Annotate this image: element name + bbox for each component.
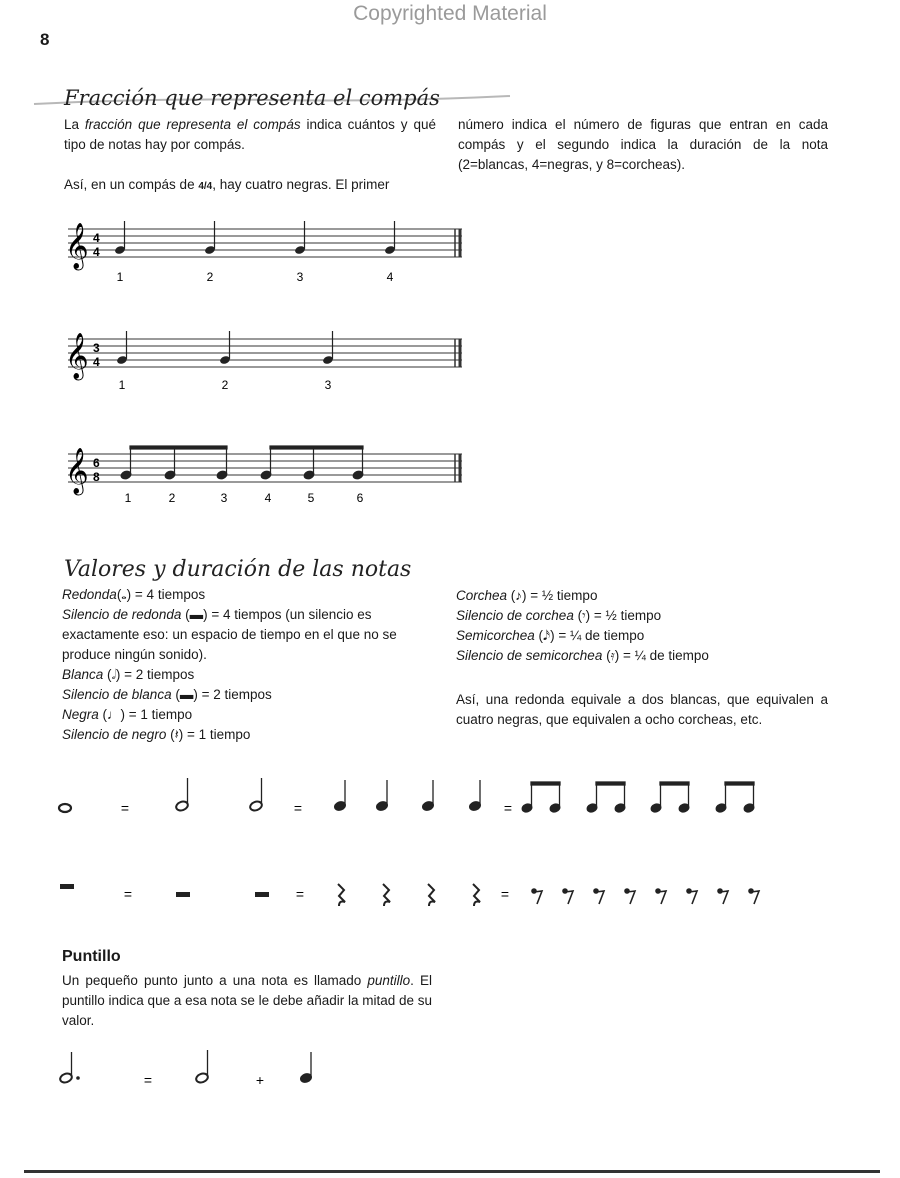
quarter-note [294, 221, 306, 255]
valor-line: Silencio de redonda (▬) = 4 tiempos (un silencio es [62, 607, 372, 622]
equivalence-paragraph: Así, una redonda equivale a dos blancas, que equivalen a cuatro negras, que equivalen a ocho corcheas, etc. [456, 692, 828, 727]
valores-left-list [62, 585, 442, 745]
eighth-rest-icon [749, 889, 759, 904]
plus-sign: + [255, 1072, 265, 1088]
valor-line: Blanca (𝅗𝅥) = 2 tiempos [62, 667, 195, 682]
quarter-note [219, 331, 231, 365]
equals-sign: = [143, 1072, 153, 1088]
beat-count: 2 [221, 378, 229, 392]
quarter-rest-icon [383, 884, 390, 906]
valor-line: exactamente eso: un espacio de tiempo en el que no se [62, 627, 397, 642]
bottom-rule [24, 1170, 880, 1173]
valor-line: Semicorchea (𝅘𝅥𝅯) = ¼ de tiempo [456, 628, 645, 643]
eighth-rest-icon [563, 889, 573, 904]
quarter-note [204, 221, 216, 255]
eighth-rest-icon [594, 889, 604, 904]
staff-6-8 [60, 440, 470, 515]
dotted-half-note-icon [59, 1052, 80, 1084]
quarter-note [384, 221, 396, 255]
quarter-note-icon [375, 780, 388, 812]
eighth-pair-icon [650, 782, 690, 813]
treble-clef-icon: 𝄞 [65, 334, 89, 378]
beat-count: 3 [324, 378, 332, 392]
equals-sign: = [120, 800, 130, 816]
valor-line: Negra (♩) = 1 tiempo [62, 707, 193, 722]
quarter-note-icon [421, 780, 434, 812]
dotted-note-equation [50, 1040, 350, 1095]
beat-count: 2 [168, 491, 176, 505]
beat-count: 4 [386, 270, 394, 284]
half-rest-icon [255, 892, 269, 897]
beat-count: 4 [264, 491, 272, 505]
beat-count: 2 [206, 270, 214, 284]
puntillo-paragraph: Un pequeño punto junto a una nota es llamado puntillo. El puntillo indica que a esa nota se le debe añadir la mitad de su valor. [62, 973, 433, 1028]
whole-note-icon [59, 804, 71, 812]
quarter-note-icon [468, 780, 481, 812]
time-sig-top: 3 [93, 341, 100, 355]
quarter-note-icon [333, 780, 346, 812]
beat-count: 1 [124, 491, 132, 505]
half-rest-icon [176, 892, 190, 897]
eighth-pair-icon [521, 782, 561, 813]
valor-line: Silencio de blanca (▬) = 2 tiempos [62, 687, 272, 702]
time-sig-bottom: 4 [93, 355, 100, 369]
eighth-rest-icon [718, 889, 728, 904]
quarter-rest-icon [338, 884, 345, 906]
equals-sign: = [503, 800, 513, 816]
valores-right-list [456, 586, 836, 666]
eighth-rest-icon [625, 889, 635, 904]
eighth-pair-icon [715, 782, 755, 813]
time-sig-top: 4 [93, 231, 100, 245]
beat-count: 3 [296, 270, 304, 284]
half-note-icon [249, 778, 263, 812]
beat-count: 3 [220, 491, 228, 505]
quarter-rest-icon [428, 884, 435, 906]
eighth-rest-icon [532, 889, 542, 904]
fraccion-intro-paragraph: La fracción que representa el compás indica cuántos y qué tipo de notas hay por compás. [64, 117, 436, 152]
time-sig-bottom: 4 [93, 245, 100, 259]
copyright-watermark: Copyrighted Material [353, 2, 547, 25]
beat-count: 1 [118, 378, 126, 392]
section-title-puntillo: Puntillo [62, 948, 121, 965]
valor-line: produce ningún sonido). [62, 647, 207, 662]
equals-sign: = [500, 886, 510, 902]
quarter-note [114, 221, 126, 255]
quarter-note-icon [299, 1052, 312, 1084]
valor-line: Redonda(𝅝) = 4 tiempos [62, 587, 206, 602]
note-equivalence-row [50, 770, 780, 830]
section-title-fraccion: Fracción que representa el compás [64, 86, 440, 110]
staff-3-4 [60, 325, 470, 400]
staff-4-4 [60, 215, 470, 290]
quarter-rest-icon [473, 884, 480, 906]
treble-clef-icon: 𝄞 [65, 224, 89, 268]
treble-clef-icon: 𝄞 [65, 449, 89, 493]
beat-count: 1 [116, 270, 124, 284]
quarter-note [116, 331, 128, 365]
eighth-pair-icon [586, 782, 626, 813]
half-note-icon [175, 778, 189, 812]
half-note-icon [195, 1050, 209, 1084]
beat-count: 5 [307, 491, 315, 505]
fraccion-example-paragraph: Así, en un compás de 4/4, hay cuatro negras. El primer [64, 177, 390, 192]
rest-equivalence-row [50, 870, 780, 920]
beat-count: 6 [356, 491, 364, 505]
time-sig-top: 6 [93, 456, 100, 470]
valor-line: Silencio de corchea (𝄾) = ½ tiempo [456, 608, 662, 623]
section-title-valores: Valores y duración de las notas [64, 557, 412, 582]
equals-sign: = [293, 800, 303, 816]
eighth-rest-icon [687, 889, 697, 904]
page-number: 8 [40, 30, 50, 49]
whole-rest-icon [60, 884, 74, 889]
valor-line: Silencio de negro (𝄽) = 1 tiempo [62, 727, 251, 742]
time-sig-bottom: 8 [93, 470, 100, 484]
equals-sign: = [123, 886, 133, 902]
fraccion-right-paragraph: número indica el número de figuras que entran en cada compás y el segundo indica la duración de la nota (2=blancas, 4=negras, y 8=corcheas). [458, 117, 828, 172]
eighth-rest-icon [656, 889, 666, 904]
valor-line: Silencio de semicorchea (𝄿) = ¼ de tiempo [456, 648, 709, 663]
quarter-note [322, 331, 334, 365]
valor-line: Corchea (♪) = ½ tiempo [456, 588, 598, 603]
equals-sign: = [295, 886, 305, 902]
